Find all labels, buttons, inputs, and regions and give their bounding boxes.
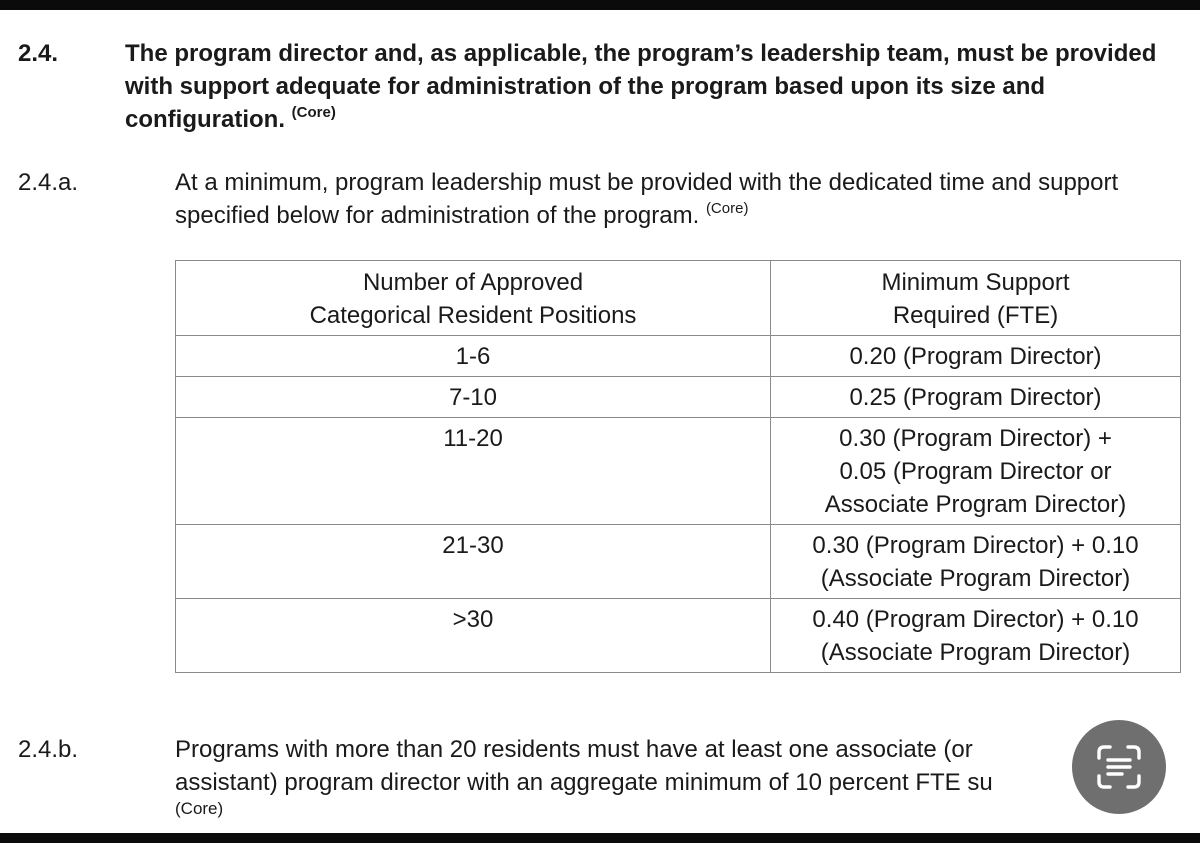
table-header-row: [176, 261, 1181, 336]
text-scan-icon: [1093, 741, 1145, 793]
support-line: (Associate Program Director): [820, 565, 1131, 592]
support-line: 0.30 (Program Director) +: [839, 425, 1112, 452]
header-resident-positions: [176, 261, 771, 336]
header-line: Required (FTE): [892, 302, 1059, 329]
support-cell: [771, 336, 1181, 377]
positions-cell: 21-30: [176, 525, 771, 599]
section-number-2-4-b: 2.4.b.: [18, 736, 79, 763]
section-2-4-a-body: At a minimum, program leadership must be provided with the dedicated time and support specified below for administration of the program.: [175, 169, 1119, 229]
section-2-4-b-line-text: assistant) program director with an aggregate minimum of 10 percent FTE su: [175, 769, 993, 796]
core-tag: (Core): [291, 104, 336, 121]
support-line: 0.05 (Program Director or: [839, 458, 1112, 485]
positions-cell: >30: [176, 599, 771, 673]
header-line: Categorical Resident Positions: [309, 302, 637, 329]
support-cell: [771, 418, 1181, 525]
header-minimum-support: [771, 261, 1181, 336]
support-cell: [771, 599, 1181, 673]
section-2-4-a-text: [175, 166, 1175, 232]
header-line: Minimum Support: [881, 269, 1070, 296]
core-tag: (Core): [175, 799, 224, 818]
support-line: 0.25 (Program Director): [849, 384, 1102, 411]
section-number-2-4: 2.4.: [18, 40, 59, 67]
text-scan-button[interactable]: [1072, 720, 1166, 814]
section-number-2-4-a: 2.4.a.: [18, 169, 79, 196]
support-line: 0.30 (Program Director) + 0.10: [812, 532, 1139, 559]
section-2-4-body: The program director and, as applicable, the program’s leadership team, must be provided with support adequate for administration of the program based upon its size and configuration.: [125, 40, 1157, 133]
section-2-4-b-text: [175, 733, 1185, 819]
positions-cell: 1-6: [176, 336, 771, 377]
section-2-4-b-line: Programs with more than 20 residents must have at least one associate (or: [175, 736, 973, 763]
table-row: [176, 599, 1181, 673]
screen-bottom-edge: [0, 833, 1200, 843]
core-tag: (Core): [705, 200, 749, 217]
support-requirements-table: [175, 260, 1181, 673]
table-row: [176, 525, 1181, 599]
positions-cell: 11-20: [176, 418, 771, 525]
table-row: [176, 377, 1181, 418]
section-2-4-text: [125, 37, 1175, 136]
section-2-4-b-line: [175, 766, 1185, 799]
support-line: 0.40 (Program Director) + 0.10: [812, 606, 1139, 633]
support-line: (Associate Program Director): [820, 639, 1131, 666]
support-line: Associate Program Director): [824, 491, 1127, 518]
document-page: [0, 10, 1200, 833]
support-line: 0.20 (Program Director): [849, 343, 1102, 370]
positions-cell: 7-10: [176, 377, 771, 418]
support-cell: [771, 525, 1181, 599]
table-row: [176, 336, 1181, 377]
support-cell: [771, 377, 1181, 418]
header-line: Number of Approved: [362, 269, 584, 296]
table-row: [176, 418, 1181, 525]
